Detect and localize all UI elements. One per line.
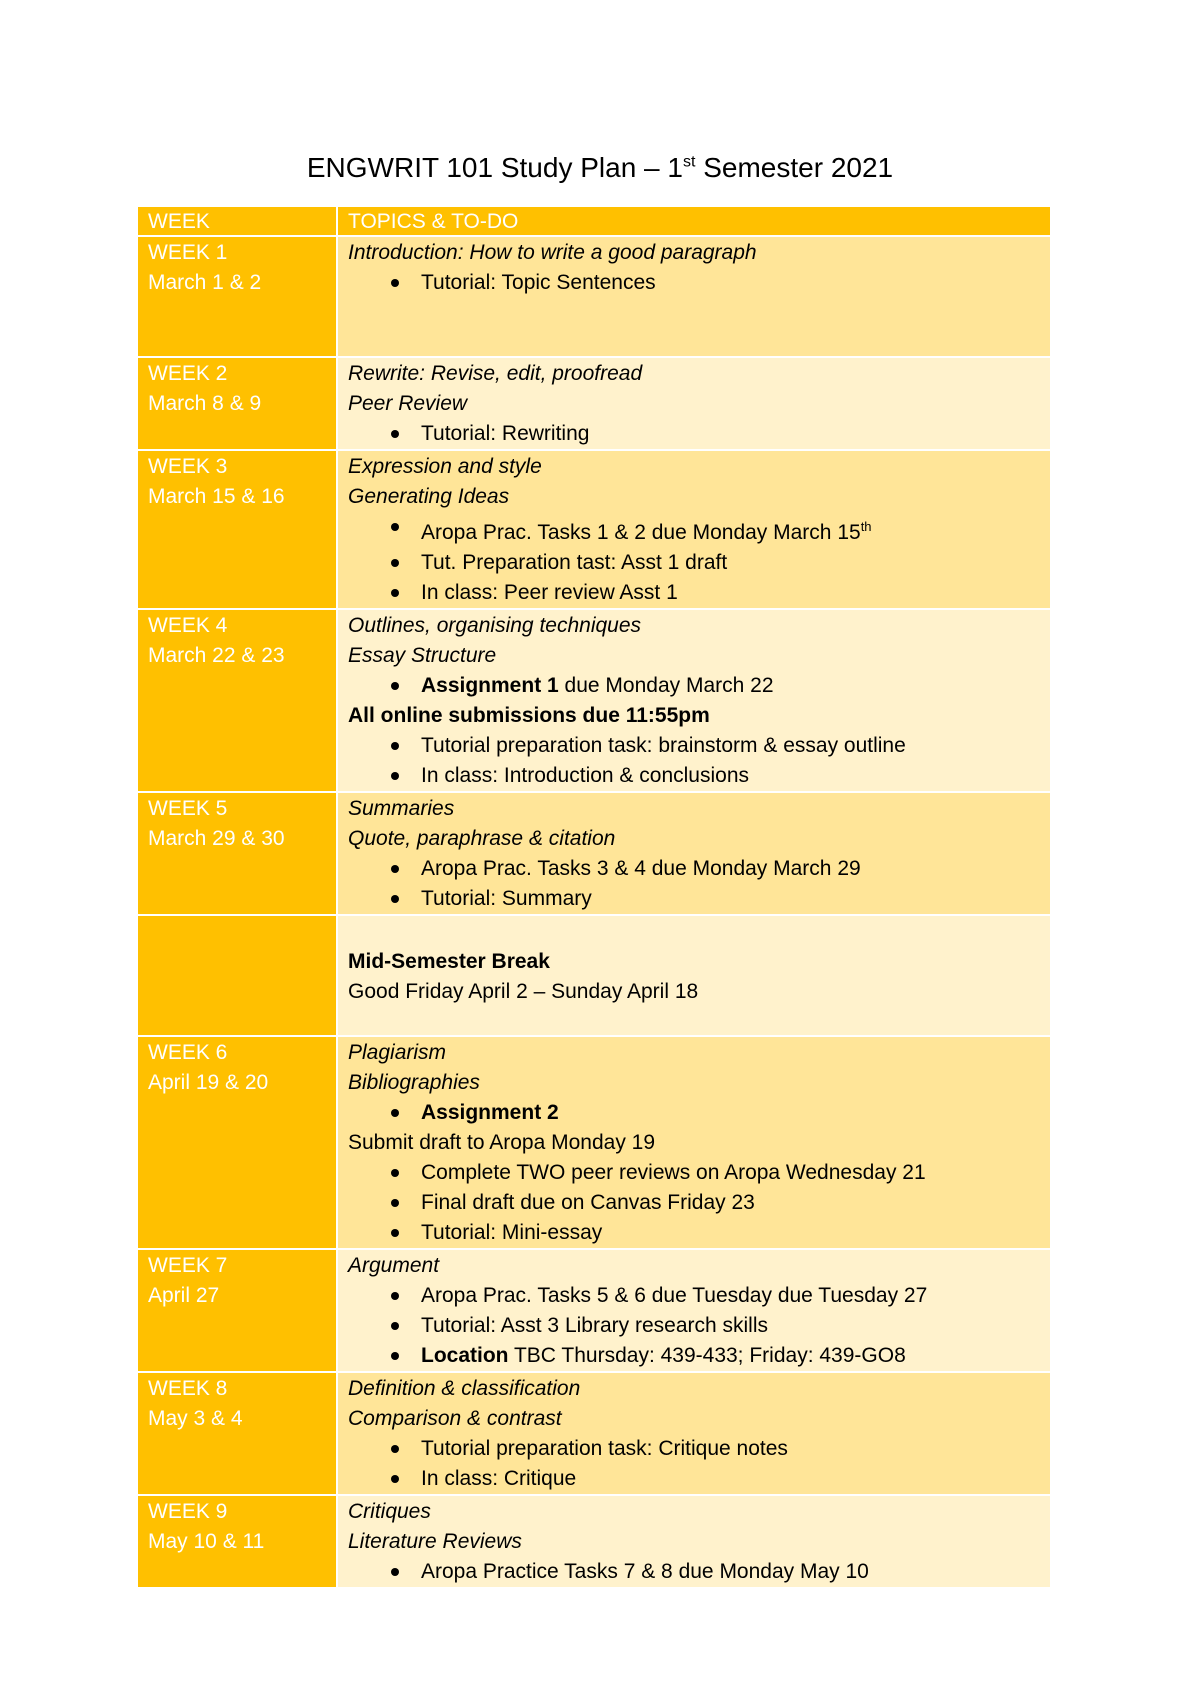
todo-bold-text: Location [421,1344,509,1367]
topics-cell [337,792,1051,915]
todo-item: Tut. Preparation tast: Asst 1 draft [421,548,1040,578]
topic-line: Essay Structure [348,644,497,667]
topic-line: Quote, paraphrase & citation [348,827,616,850]
topic-line: Outlines, organising techniques [348,614,642,637]
header-topics: TOPICS & TO-DO [337,206,1051,236]
todo-item: Complete TWO peer reviews on Aropa Wednesday 21 [421,1158,1040,1188]
topic-line: Critiques [348,1500,431,1523]
topic-line: Rewrite: Revise, edit, proofread [348,362,643,385]
topic-line: Plagiarism [348,1041,447,1064]
todo-item: Aropa Prac. Tasks 5 & 6 due Tuesday due Tuesday 27 [421,1281,1040,1311]
todo-item [421,671,1040,701]
submission-note: All online submissions due 11:55pm [348,704,710,727]
week-dates: March 29 & 30 [148,827,285,850]
week-label: WEEK 9 [148,1500,228,1523]
todo-item: Tutorial: Topic Sentences [421,268,1040,298]
week-cell [137,1372,337,1495]
topic-line: Definition & classification [348,1377,581,1400]
todo-bold-text: Assignment 1 [421,674,559,697]
week-cell-empty [137,915,337,1036]
todo-item: Tutorial preparation task: Critique notes [421,1434,1040,1464]
table-row-week-1 [137,236,1051,357]
topics-cell [337,1249,1051,1372]
todo-item: In class: Critique [421,1464,1040,1494]
header-week: WEEK [137,206,337,236]
week-dates: April 19 & 20 [148,1071,269,1094]
week-label: WEEK 1 [148,241,228,264]
todo-item: Tutorial: Summary [421,884,1040,914]
title-superscript: st [682,153,696,171]
todo-list [348,731,1040,791]
table-row-week-2 [137,357,1051,450]
table-row-week-7 [137,1249,1051,1372]
break-title: Mid-Semester Break [348,950,550,973]
week-dates: May 3 & 4 [148,1407,243,1430]
topics-cell [337,609,1051,792]
todo-item: Tutorial: Mini-essay [421,1218,1040,1248]
topic-line: Summaries [348,797,455,820]
table-row-week-3 [137,450,1051,609]
week-label: WEEK 5 [148,797,228,820]
todo-item [421,1341,1040,1371]
table-row-mid-semester-break [137,915,1051,1036]
week-cell [137,450,337,609]
topic-line: Literature Reviews [348,1530,522,1553]
todo-item [421,512,1040,548]
week-label: WEEK 3 [148,455,228,478]
week-cell [137,1249,337,1372]
table-row-week-4 [137,609,1051,792]
week-cell [137,609,337,792]
todo-list [348,268,1040,298]
todo-list [348,1281,1040,1371]
topic-line: Generating Ideas [348,485,510,508]
todo-list [348,671,1040,701]
todo-list [348,1098,1040,1128]
week-cell [137,792,337,915]
todo-text: Aropa Prac. Tasks 1 & 2 due Monday March 15 [421,521,861,544]
week-cell [137,357,337,450]
week-label: WEEK 4 [148,614,228,637]
todo-item: Assignment 2 [421,1098,1040,1128]
todo-item: Aropa Prac. Tasks 3 & 4 due Monday March 29 [421,854,1040,884]
todo-list [348,1434,1040,1494]
week-cell [137,1036,337,1249]
week-label: WEEK 7 [148,1254,228,1277]
table-row-week-6 [137,1036,1051,1249]
todo-list [348,1158,1040,1248]
week-dates: March 22 & 23 [148,644,285,667]
todo-item: Aropa Practice Tasks 7 & 8 due Monday May 10 [421,1557,1040,1587]
week-label: WEEK 6 [148,1041,228,1064]
table-row-week-9 [137,1495,1051,1588]
topic-line: Argument [348,1254,440,1277]
study-plan-table [136,205,1052,1589]
todo-item: Tutorial preparation task: brainstorm & essay outline [421,731,1040,761]
topic-line: Bibliographies [348,1071,480,1094]
week-dates: May 10 & 11 [148,1530,265,1553]
break-cell [337,915,1051,1036]
week-label: WEEK 8 [148,1377,228,1400]
submission-note: Submit draft to Aropa Monday 19 [348,1131,656,1154]
table-header-row [137,206,1051,236]
todo-list [348,512,1040,608]
week-cell [137,236,337,357]
topics-cell [337,357,1051,450]
todo-item: Tutorial: Rewriting [421,419,1040,449]
todo-list [348,419,1040,449]
todo-text: due Monday March 22 [558,674,774,697]
topics-cell [337,1036,1051,1249]
topics-cell [337,1495,1051,1588]
todo-item: In class: Introduction & conclusions [421,761,1040,791]
week-dates: March 15 & 16 [148,485,285,508]
break-dates: Good Friday April 2 – Sunday April 18 [348,980,699,1003]
date-suffix: th [860,519,872,534]
title-rest: Semester 2021 [695,152,894,183]
topics-cell [337,450,1051,609]
topics-cell [337,236,1051,357]
todo-item: In class: Peer review Asst 1 [421,578,1040,608]
todo-text: TBC Thursday: 439-433; Friday: 439-GO8 [508,1344,906,1367]
table-row-week-5 [137,792,1051,915]
todo-list [348,854,1040,914]
week-dates: April 27 [148,1284,220,1307]
topic-line: Introduction: How to write a good paragraph [348,241,757,264]
week-dates: March 8 & 9 [148,392,262,415]
topic-line: Expression and style [348,455,542,478]
todo-list [348,1557,1040,1587]
todo-item: Final draft due on Canvas Friday 23 [421,1188,1040,1218]
title-main: ENGWRIT 101 Study Plan – 1 [306,152,683,183]
document-title [0,152,1200,184]
topics-cell [337,1372,1051,1495]
week-dates: March 1 & 2 [148,271,262,294]
topic-line: Comparison & contrast [348,1407,562,1430]
todo-item: Tutorial: Asst 3 Library research skills [421,1311,1040,1341]
week-label: WEEK 2 [148,362,228,385]
topic-line: Peer Review [348,392,468,415]
week-cell [137,1495,337,1588]
table-row-week-8 [137,1372,1051,1495]
